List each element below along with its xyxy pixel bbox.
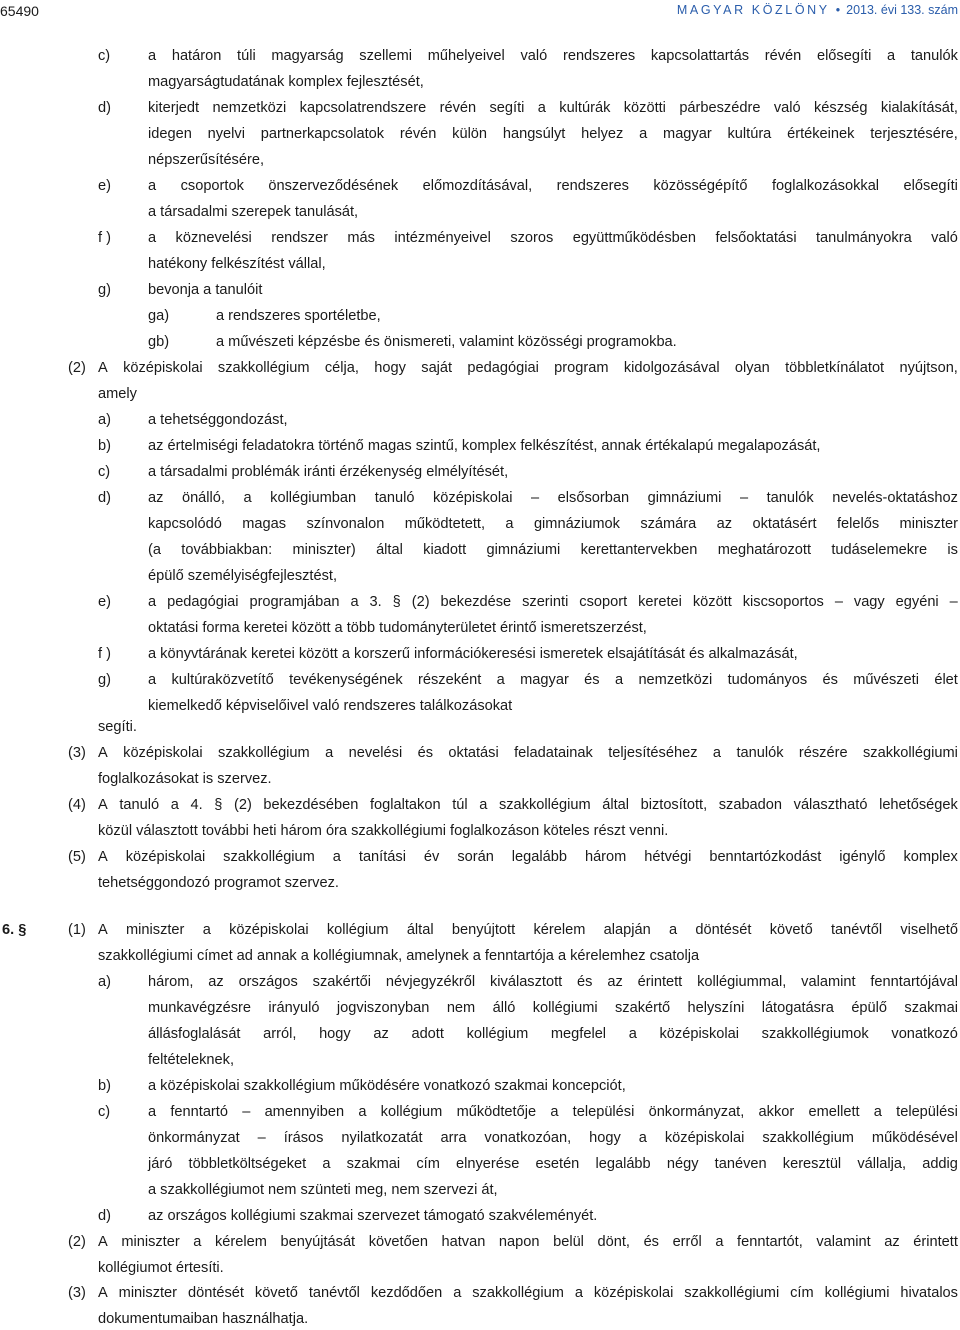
text-line: három, az országos szakértői névjegyzékről kiválasztott és az érintett kollégiummal, valamint fenntartójával xyxy=(148,974,958,990)
text-line: foglalkozásokat is szervez. xyxy=(98,771,272,787)
text-line: A miniszter döntését követő tanévtől kezdődően a szakkollégium a középiskolai szakkollégiumi cím kollégiumi hivatalos xyxy=(98,1285,958,1301)
item-marker: b) xyxy=(98,438,111,454)
item-marker: (3) xyxy=(68,1285,86,1301)
text-line: kollégiumot értesíti. xyxy=(98,1260,224,1276)
text-line: a tehetséggondozást, xyxy=(148,412,288,428)
section-number: 6. § xyxy=(2,922,27,938)
text-line: a csoportok önszerveződésének előmozdításával, rendszeres közösségépítő foglalkozásokkal elősegíti xyxy=(148,178,958,194)
text-line: segíti. xyxy=(98,719,137,735)
item-marker: d) xyxy=(98,100,111,116)
text-line: munkavégzésre irányuló jogviszonyban nem álló kollégiumi szakértő helyszíni látogatásra épülő szakmai xyxy=(148,1000,958,1016)
text-line: az országos kollégiumi szakmai szervezet támogató szakvéleményét. xyxy=(148,1208,598,1224)
item-marker: (4) xyxy=(68,797,86,813)
item-marker: c) xyxy=(98,464,111,480)
text-line: a könyvtárának keretei között a korszerű információkeresési ismeretek elsajátítását és alkalmazását, xyxy=(148,646,798,662)
text-line: a határon túli magyarság szellemi műhelyeivel való rendszeres kapcsolattartás révén elősegíti a tanulók xyxy=(148,48,958,64)
text-line: kiemelkedő képviselőivel való rendszeres találkozásokat xyxy=(148,698,513,714)
text-line: az értelmiségi feladatokra történő magas szintű, komplex felkészítést, annak értékalapú megalapozását, xyxy=(148,438,821,454)
item-marker: c) xyxy=(98,48,111,64)
item-marker: (1) xyxy=(68,922,86,938)
item-marker: f ) xyxy=(98,230,111,246)
text-line: A tanuló a 4. § (2) bekezdésében foglaltakon túl a szakkollégium által biztosított, szabadon választható lehetőségek xyxy=(98,797,958,813)
text-line: a szakkollégiumot nem szünteti meg, nem szervezi át, xyxy=(148,1182,498,1198)
text-line: oktatási forma keretei között a több tudományterületet érintő ismeretszerzést, xyxy=(148,620,647,636)
text-line: feltételeknek, xyxy=(148,1052,234,1068)
text-line: kiterjedt nemzetközi kapcsolatrendszere révén segíti a kultúrák közötti párbeszédre való készség kialakítását, xyxy=(148,100,958,116)
text-line: a pedagógiai programjában a 3. § (2) bekezdése szerinti csoport keretei között kiscsoportos – vagy egyéni – xyxy=(148,594,958,610)
text-line: dokumentumaiban használhatja. xyxy=(98,1311,309,1327)
item-marker: c) xyxy=(98,1104,111,1120)
text-line: a rendszeres sportéletbe, xyxy=(216,308,381,324)
text-line: a kultúraközvetítő tevékenységének részeként a magyar és a nemzetközi tudományos és művészeti élet xyxy=(148,672,958,688)
text-line: a középiskolai szakkollégium működésére vonatkozó szakmai koncepciót, xyxy=(148,1078,626,1094)
text-line: az önálló, a kollégiumban tanuló középiskolai – elsősorban gimnáziumi – tanulók nevelés-oktatáshoz xyxy=(148,490,958,506)
item-marker: (5) xyxy=(68,849,86,865)
text-line: idegen nyelvi partnerkapcsolatok révén külön hangsúlyt helyez a magyar kultúra értékeinek terjesztésére, xyxy=(148,126,958,142)
item-marker: ga) xyxy=(148,308,170,324)
text-line: közül választott további heti három óra szakkollégiumi foglalkozáson köteles részt venni. xyxy=(98,823,669,839)
text-line: járó többletköltségeket a szakmai cím elnyerése esetén legalább négy tanéven keresztül vállalja, addig xyxy=(148,1156,958,1172)
text-line: magyarságtudatának komplex fejlesztését, xyxy=(148,74,424,90)
item-marker: (2) xyxy=(68,1234,86,1250)
item-marker: e) xyxy=(98,594,111,610)
item-marker: a) xyxy=(98,412,111,428)
text-line: A miniszter a középiskolai kollégium által benyújtott kérelem alapján a döntését követő tanévtől viselhető xyxy=(98,922,958,938)
text-line: a társadalmi problémák iránti érzékenység elmélyítését, xyxy=(148,464,509,480)
text-line: a társadalmi szerepek tanulását, xyxy=(148,204,359,220)
item-marker: a) xyxy=(98,974,111,990)
running-header xyxy=(677,3,958,17)
text-line: népszerűsítésére, xyxy=(148,152,265,168)
text-line: kapcsolódó magas színvonalon működtetett, a gimnáziumok számára az oktatásért felelős miniszter xyxy=(148,516,958,532)
text-line: A miniszter a kérelem benyújtását követően hatvan napon belül dönt, és erről a fenntartót, valamint az érintett xyxy=(98,1234,958,1250)
text-line: A középiskolai szakkollégium a nevelési és oktatási feladatainak teljesítéséhez a tanulók részére szakkollégiumi xyxy=(98,745,958,761)
item-marker: b) xyxy=(98,1078,111,1094)
text-line: (a továbbiakban: miniszter) által kiadott gimnáziumi kerettantervekben meghatározott tudáselemekre is xyxy=(148,542,958,558)
text-line: szakkollégiumi címet ad annak a kollégiumnak, amelynek a fenntartója a kérelemhez csatolja xyxy=(98,948,700,964)
item-marker: g) xyxy=(98,672,111,688)
text-line: a művészeti képzésbe és önismereti, valamint közösségi programokba. xyxy=(216,334,677,350)
item-marker: (2) xyxy=(68,360,86,376)
text-line: A középiskolai szakkollégium célja, hogy saját pedagógiai program kidolgozásával olyan többletkínálatot nyújtson, xyxy=(98,360,958,376)
item-marker: (3) xyxy=(68,745,86,761)
text-line: a köznevelési rendszer más intézményeivel szoros együttműködésben felsőoktatási tanulmányokra való xyxy=(148,230,958,246)
text-line: épülő személyiségfejlesztést, xyxy=(148,568,337,584)
text-line: A középiskolai szakkollégium a tanítási év során legalább három hétvégi benntartózkodást igénylő komplex xyxy=(98,849,958,865)
journal-title: MAGYAR KÖZLÖNY xyxy=(676,3,830,17)
text-line: tehetséggondozó programot szervez. xyxy=(98,875,339,891)
issue-label: 2013. évi 133. szám xyxy=(846,3,958,17)
text-line: a fenntartó – amennyiben a kollégium működtetője a települési önkormányzat, akkor emellett a települési xyxy=(148,1104,958,1120)
item-marker: g) xyxy=(98,282,111,298)
text-line: amely xyxy=(98,386,137,402)
header-separator: • xyxy=(835,3,841,17)
text-line: önkormányzat – írásos nyilatkozatát arra vonatkozóan, hogy a középiskolai szakkollégium működésével xyxy=(148,1130,958,1146)
item-marker: e) xyxy=(98,178,111,194)
page-number: 65490 xyxy=(0,3,39,19)
item-marker: d) xyxy=(98,1208,111,1224)
item-marker: f ) xyxy=(98,646,111,662)
item-marker: d) xyxy=(98,490,111,506)
text-line: bevonja a tanulóit xyxy=(148,282,263,298)
item-marker: gb) xyxy=(148,334,170,350)
text-line: állásfoglalását arról, hogy az adott kollégium megfelel a középiskolai szakkollégiumok vonatkozó xyxy=(148,1026,958,1042)
text-line: hatékony felkészítést vállal, xyxy=(148,256,326,272)
